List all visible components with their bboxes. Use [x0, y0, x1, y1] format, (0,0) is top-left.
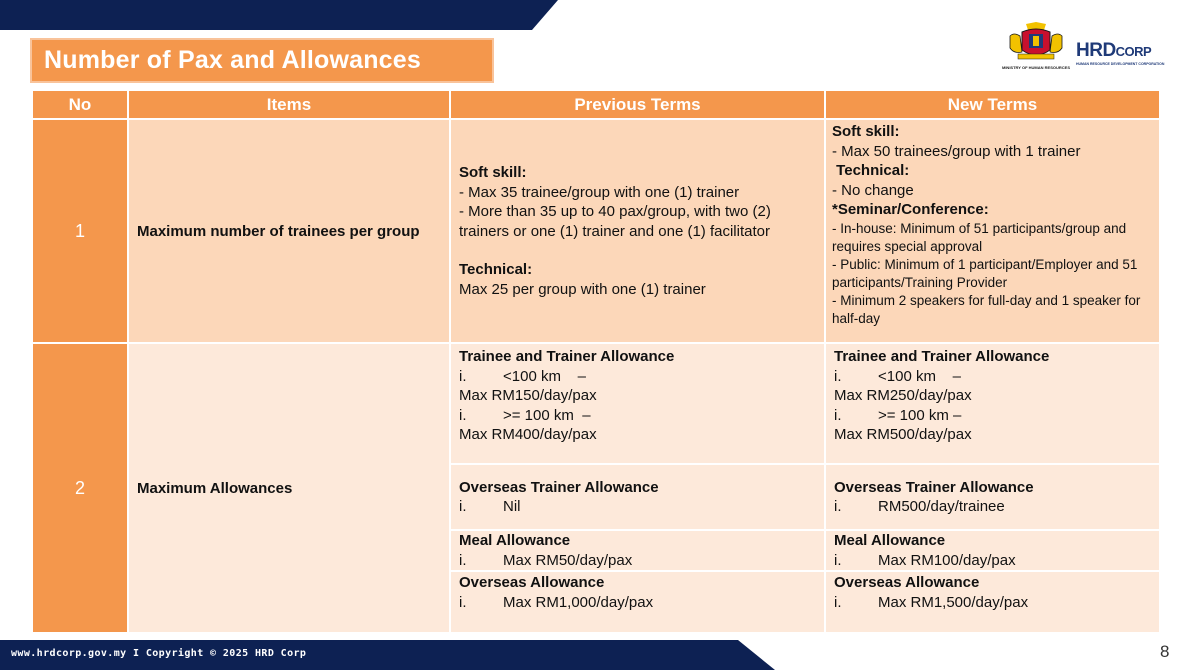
list-number: i.	[459, 406, 467, 424]
new-terms-cell	[825, 464, 1160, 530]
soft-skill-heading: Soft skill:	[832, 123, 900, 140]
footer-copyright: www.hrdcorp.gov.my I Copyright © 2025 HRD Corp	[11, 648, 307, 659]
hrd-caption: HUMAN RESOURCE DEVELOPMENT CORPORATION	[1076, 62, 1165, 66]
table-row	[32, 343, 1160, 464]
cell-line: Max 25 per group with one (1) trainer	[459, 280, 706, 298]
cell-line: - Max 35 trainee/group with one (1) trainer	[459, 183, 740, 201]
soft-skill-heading: Soft skill:	[459, 164, 527, 181]
page-number: 8	[1160, 642, 1170, 661]
cell-line: - Public: Minimum of 1 participant/Employer and 51 participants/Training Provider	[832, 256, 1138, 290]
seminar-heading: *Seminar/Conference:	[832, 201, 989, 218]
meal-allowance-heading: Meal Allowance	[459, 532, 571, 549]
list-number: i.	[459, 498, 467, 515]
previous-terms-cell	[450, 571, 825, 633]
cell-line: Max RM250/day/pax	[834, 387, 972, 404]
row-number: 2	[32, 343, 128, 633]
previous-terms-cell	[450, 343, 825, 464]
previous-terms-cell	[450, 464, 825, 530]
item-label: Maximum number of trainees per group	[128, 119, 450, 343]
cell-line: Max RM500/day/pax	[834, 426, 972, 443]
table-header-row	[32, 90, 1160, 119]
technical-heading: Technical:	[836, 162, 910, 179]
new-terms-cell	[825, 119, 1160, 343]
header-no: No	[32, 90, 128, 119]
slide-title: Number of Pax and Allowances	[44, 46, 421, 74]
cell-line: Max RM1,000/day/pax	[503, 593, 654, 611]
meal-allowance-heading: Meal Allowance	[834, 532, 946, 549]
cell-line: <100 km –	[878, 367, 961, 385]
list-number: i.	[459, 367, 467, 385]
logos-area	[1000, 22, 1165, 74]
trainer-allowance-heading: Trainee and Trainer Allowance	[834, 348, 1050, 365]
list-number: i.	[834, 498, 842, 515]
list-number: i.	[834, 551, 842, 569]
technical-heading: Technical:	[459, 261, 533, 278]
pax-allowances-table	[31, 89, 1161, 634]
cell-line: <100 km –	[503, 367, 586, 385]
cell-line: - No change	[832, 181, 914, 199]
cell-line: - Max 50 trainees/group with 1 trainer	[832, 142, 1081, 160]
previous-terms-cell	[450, 530, 825, 571]
cell-line: Max RM400/day/pax	[459, 426, 597, 443]
top-decorative-band	[0, 0, 558, 30]
cell-line: Nil	[503, 498, 521, 515]
header-new-terms: New Terms	[825, 90, 1160, 119]
overseas-trainer-heading: Overseas Trainer Allowance	[834, 478, 1034, 496]
cell-line: Max RM150/day/pax	[459, 387, 597, 404]
new-terms-cell	[825, 530, 1160, 571]
hrd-corp-logo	[1076, 40, 1165, 70]
cell-line: - More than 35 up to 40 pax/group, with two (2) trainers or one (1) trainer and one (1) facilitator	[459, 203, 771, 240]
list-number: i.	[834, 593, 842, 611]
cell-line: RM500/day/trainee	[878, 498, 1005, 515]
cell-line: Max RM100/day/pax	[878, 551, 1016, 569]
item-label: Maximum Allowances	[128, 343, 450, 633]
list-number: i.	[834, 367, 842, 385]
ministry-caption: MINISTRY OF HUMAN RESOURCES	[1001, 65, 1070, 70]
cell-line: >= 100 km –	[878, 406, 962, 424]
hrd-logo-suffix: CORP	[1115, 44, 1152, 59]
list-number: i.	[459, 593, 467, 611]
new-terms-cell	[825, 571, 1160, 633]
header-items: Items	[128, 90, 450, 119]
cell-line: - Minimum 2 speakers for full-day and 1 speaker for half-day	[832, 292, 1141, 326]
cell-line: Max RM50/day/pax	[503, 551, 633, 569]
slide-title-box	[30, 38, 494, 83]
overseas-allowance-heading: Overseas Allowance	[459, 574, 605, 591]
table-row	[32, 119, 1160, 343]
list-number: i.	[834, 406, 842, 424]
hrd-logo-name: HRD	[1076, 40, 1116, 61]
previous-terms-cell	[450, 119, 825, 343]
trainer-allowance-heading: Trainee and Trainer Allowance	[459, 348, 675, 365]
new-terms-cell	[825, 343, 1160, 464]
cell-line: - In-house: Minimum of 51 participants/group and requires special approval	[832, 220, 1127, 254]
list-number: i.	[459, 551, 467, 569]
row-number: 1	[32, 119, 128, 343]
overseas-allowance-heading: Overseas Allowance	[834, 574, 980, 591]
header-previous-terms: Previous Terms	[450, 90, 825, 119]
cell-line: >= 100 km –	[503, 406, 591, 424]
overseas-trainer-heading: Overseas Trainer Allowance	[459, 478, 659, 496]
cell-line: Max RM1,500/day/pax	[878, 593, 1029, 611]
